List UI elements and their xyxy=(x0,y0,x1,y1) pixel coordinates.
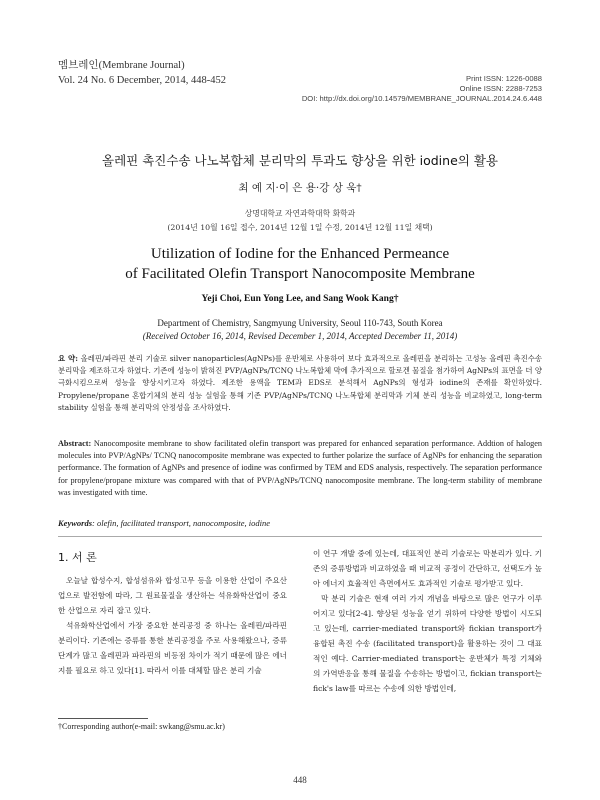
authors-english: Yeji Choi, Eun Yong Lee, and Sang Wook Kang† xyxy=(201,294,399,304)
paragraph: 석유화학산업에서 가장 중요한 분리공정 중 하나는 올레핀/파라핀 분리이다. 기존에는 증류를 통한 분리공정을 주로 사용해왔으나, 증류 단계가 많고 올레핀과 파라핀의 비등점 차이가 적기 때문에 많은 에너지를 필요로 하고 있다[1]. 따라서 이를 대체할 많은 분리 기술 xyxy=(58,621,287,675)
online-issn: Online ISSN: 2288-7253 xyxy=(459,84,542,93)
section-heading: 1. 서 론 xyxy=(58,551,97,564)
body-column-left xyxy=(58,573,287,678)
issn-block xyxy=(302,74,542,104)
footnote: †Corresponding author(e-mail: swkang@smu.ac.kr) xyxy=(58,722,225,731)
keywords-values: : olefin, facilitated transport, nanocomposite, iodine xyxy=(92,518,271,528)
title-english-line2: of Facilitated Olefin Transport Nanocomposite Membrane xyxy=(125,266,475,282)
dates-english: (Received October 16, 2014, Revised December 1, 2014, Accepted December 11, 2014) xyxy=(142,331,458,341)
dates-korean: (2014년 10월 16일 접수, 2014년 12월 1일 수정, 2014년 12월 11일 채택) xyxy=(167,223,433,232)
journal-issue: Vol. 24 No. 6 December, 2014, 448-452 xyxy=(58,75,226,86)
keywords xyxy=(58,518,542,528)
abstract-english xyxy=(58,438,542,499)
section-divider xyxy=(58,536,542,537)
keywords-label: Keywords xyxy=(58,518,92,528)
authors-korean: 최 예 지·이 은 용·강 상 욱† xyxy=(238,182,362,194)
footnote-divider xyxy=(58,718,148,719)
paragraph: 이 연구 개발 중에 있는데, 대표적인 분리 기술로는 막분리가 있다. 기존의 증류방법과 비교하였을 때 비교적 공정이 간단하고, 선택도가 높아 에너지 효율적인 측면에서도 효과적인 기술로 평가받고 있다. xyxy=(313,549,542,588)
body-column-right xyxy=(313,546,542,696)
affiliation-english: Department of Chemistry, Sangmyung University, Seoul 110-743, South Korea xyxy=(157,318,443,328)
affiliation-korean: 상명대학교 자연과학대학 화학과 xyxy=(244,209,356,218)
journal-name: 멤브레인(Membrane Journal) xyxy=(58,60,185,71)
abstract-korean-text: 올레핀/파라핀 분리 기술로 silver nanoparticles(AgNPs)를 운반체로 사용하여 보다 효과적으로 올레핀을 분리하는 고성능 올레핀 촉진수송 분리막을 제조하고자 하였다. 기존에 성능이 밝혀진 PVP/AgNPs/TCNQ 나노복합체 막에 추가적으로 할로겐 물질을 첨가하여 AgNPs의 표면을 더 양극화시킴으로써 성능을 향상시키고자 하였다. 제조한 용액을 TEM과 EDS로 분석해서 AgNPs의 형성과 iodine의 존재를 확인하였다. Propylene/propane 혼합기체의 분리 성능 실험을 통해 기존 PVP/AgNPs/TCNQ 나노복합체 분리막과 기체 분리 성능을 비교하였고, long-term stability 실험을 통해 분리막의 안정성을 조사하였다. xyxy=(58,354,542,412)
title-english-line1: Utilization of Iodine for the Enhanced Permeance xyxy=(150,246,450,262)
paragraph: 막 분리 기술은 현재 여러 가지 개념을 바탕으로 많은 연구가 이루어지고 있다[2-4]. 향상된 성능을 얻기 위하여 다양한 방법이 시도되고 있는데, carrier-mediated transport와 fickian transport가 융합된 촉진 수송 (facilitated transport)을 활용하는 것이 그 대표적인 예다. Carrier-mediated transport는 운반체가 특정 기체와의 가역반응을 통해 물질을 수송하는 방법이고, fickian transport는 fick's law를 따르는 수송에 의한 방법인데, xyxy=(313,594,542,693)
abstract-english-text: Nanocomposite membrane to show facilitated olefin transport was prepared for enhanced separation performance. Addtion of halogen molecules into PVP/AgNPs/ TCNQ nanocomposite membrane was expected to further polarize the surface of AgNPs for enhancing the separation performance. The formation of AgNPs and presence of iodine was confirmed by TEM and EDS analysis, respectively. The separation performance for propylene/propane mixture was compared with that of PVP/AgNPs/TCNQ nanocomposite membrane. The long-term stability of membrane was investigated with time. xyxy=(58,439,542,497)
title-english xyxy=(0,244,600,284)
journal-header xyxy=(58,58,226,88)
doi-link[interactable]: DOI: http://dx.doi.org/10.14579/MEMBRANE_JOURNAL.2014.24.6.448 xyxy=(301,94,542,103)
abstract-english-label: Abstract: xyxy=(58,439,92,448)
print-issn: Print ISSN: 1226-0088 xyxy=(466,74,542,83)
title-korean: 올레핀 촉진수송 나노복합체 분리막의 투과도 향상을 위한 iodine의 활용 xyxy=(102,153,498,168)
page-number: 448 xyxy=(293,775,307,785)
abstract-korean-label: 요 약: xyxy=(58,354,78,363)
paragraph: 오늘날 합성수지, 합성섬유와 합성고무 등을 이용한 산업이 주요산업으로 발전함에 따라, 그 원료물질을 생산하는 석유화학산업이 중요한 산업으로 자리 잡고 있다. xyxy=(58,576,287,615)
abstract-korean xyxy=(58,353,542,414)
